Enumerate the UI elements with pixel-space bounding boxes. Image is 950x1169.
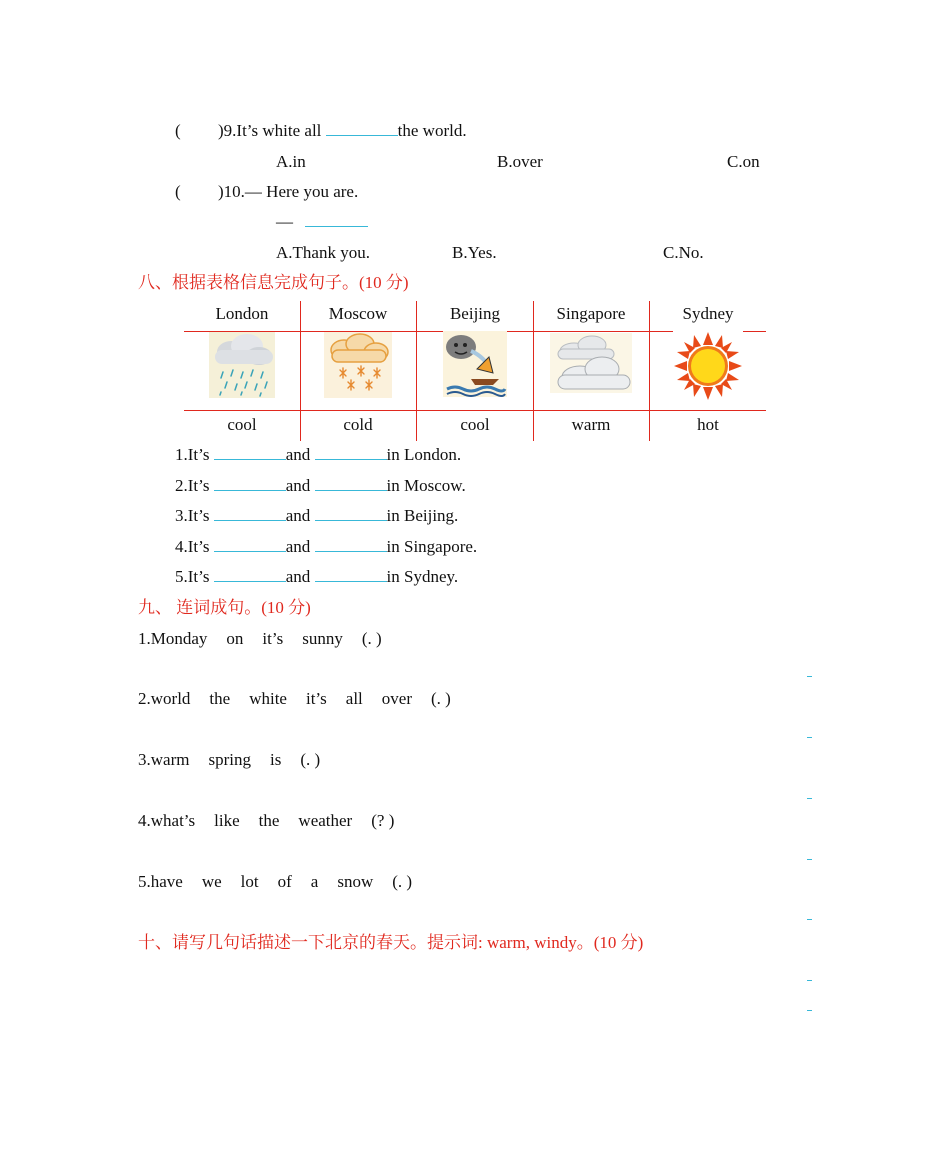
scramble-5: 5.have we lot of a snow (. ) bbox=[138, 872, 413, 891]
q9-stem bbox=[218, 121, 467, 141]
sentence-1: 1.It’s and in London. bbox=[175, 445, 462, 464]
q10-stem: )10.— Here you are. bbox=[218, 182, 359, 201]
section10-title: 十、请写几句话描述一下北京的春天。提示词: warm, windy。(10 分) bbox=[138, 933, 644, 952]
scramble-1: 1.Monday on it’s sunny (. ) bbox=[138, 629, 382, 648]
city-beijing: Beijing bbox=[449, 304, 501, 323]
q9-tail: the world. bbox=[397, 121, 467, 140]
answer-line-mark bbox=[807, 798, 812, 799]
sentence-blank[interactable] bbox=[315, 506, 387, 521]
q10-option-b: B.Yes. bbox=[452, 243, 497, 262]
table-line-bottom bbox=[184, 410, 766, 411]
sentence-2: 2.It’s and in Moscow. bbox=[175, 476, 466, 495]
q9-option-b: B.over bbox=[497, 152, 543, 171]
sentence-blank[interactable] bbox=[315, 537, 387, 552]
q10-paren: ( bbox=[175, 182, 181, 201]
section8-title: 八、根据表格信息完成句子。(10 分) bbox=[138, 273, 409, 292]
snow-cloud-icon bbox=[324, 332, 392, 398]
q9-blank[interactable] bbox=[326, 121, 398, 136]
section9-title: 九、 连词成句。(10 分) bbox=[138, 598, 311, 617]
sentence-5: 5.It’s and in Sydney. bbox=[175, 567, 459, 586]
sentence-blank[interactable] bbox=[214, 445, 286, 460]
temp-moscow: cold bbox=[343, 415, 373, 434]
city-singapore: Singapore bbox=[556, 304, 626, 323]
q9-text: )9.It’s white all bbox=[218, 121, 322, 140]
sentence-blank[interactable] bbox=[315, 567, 387, 582]
clouds-icon bbox=[550, 333, 632, 393]
city-sydney: Sydney bbox=[682, 304, 734, 323]
q9-paren: ( bbox=[175, 121, 181, 140]
scramble-2: 2.world the white it’s all over (. ) bbox=[138, 689, 451, 708]
q10-option-c: C.No. bbox=[663, 243, 704, 262]
rain-cloud-icon bbox=[209, 332, 275, 398]
wind-sailboat-icon bbox=[443, 331, 507, 397]
q10-option-a: A.Thank you. bbox=[276, 243, 370, 262]
sun-icon bbox=[673, 331, 743, 401]
answer-line-mark bbox=[807, 676, 812, 677]
city-moscow: Moscow bbox=[328, 304, 388, 323]
city-london: London bbox=[215, 304, 269, 323]
temp-london: cool bbox=[227, 415, 257, 434]
sentence-blank[interactable] bbox=[214, 476, 286, 491]
answer-line-mark bbox=[807, 980, 812, 981]
sentence-blank[interactable] bbox=[214, 537, 286, 552]
temp-beijing: cool bbox=[460, 415, 490, 434]
q10-reply bbox=[276, 212, 368, 232]
sentence-blank[interactable] bbox=[214, 506, 286, 521]
scramble-3: 3.warm spring is (. ) bbox=[138, 750, 321, 769]
q9-option-a: A.in bbox=[276, 152, 306, 171]
q9-option-c: C.on bbox=[727, 152, 760, 171]
sentence-blank[interactable] bbox=[315, 476, 387, 491]
answer-line-mark bbox=[807, 859, 812, 860]
scramble-4: 4.what’s like the weather (? ) bbox=[138, 811, 395, 830]
sentence-blank[interactable] bbox=[214, 567, 286, 582]
sentence-4: 4.It’s and in Singapore. bbox=[175, 537, 478, 556]
temp-sydney: hot bbox=[697, 415, 719, 434]
answer-line-mark bbox=[807, 1010, 812, 1011]
q10-blank[interactable] bbox=[305, 212, 368, 227]
sentence-blank[interactable] bbox=[315, 445, 387, 460]
sentence-3: 3.It’s and in Beijing. bbox=[175, 506, 459, 525]
q10-reply-dash: — bbox=[276, 212, 293, 231]
answer-line-mark bbox=[807, 737, 812, 738]
temp-singapore: warm bbox=[571, 415, 611, 434]
answer-line-mark bbox=[807, 919, 812, 920]
